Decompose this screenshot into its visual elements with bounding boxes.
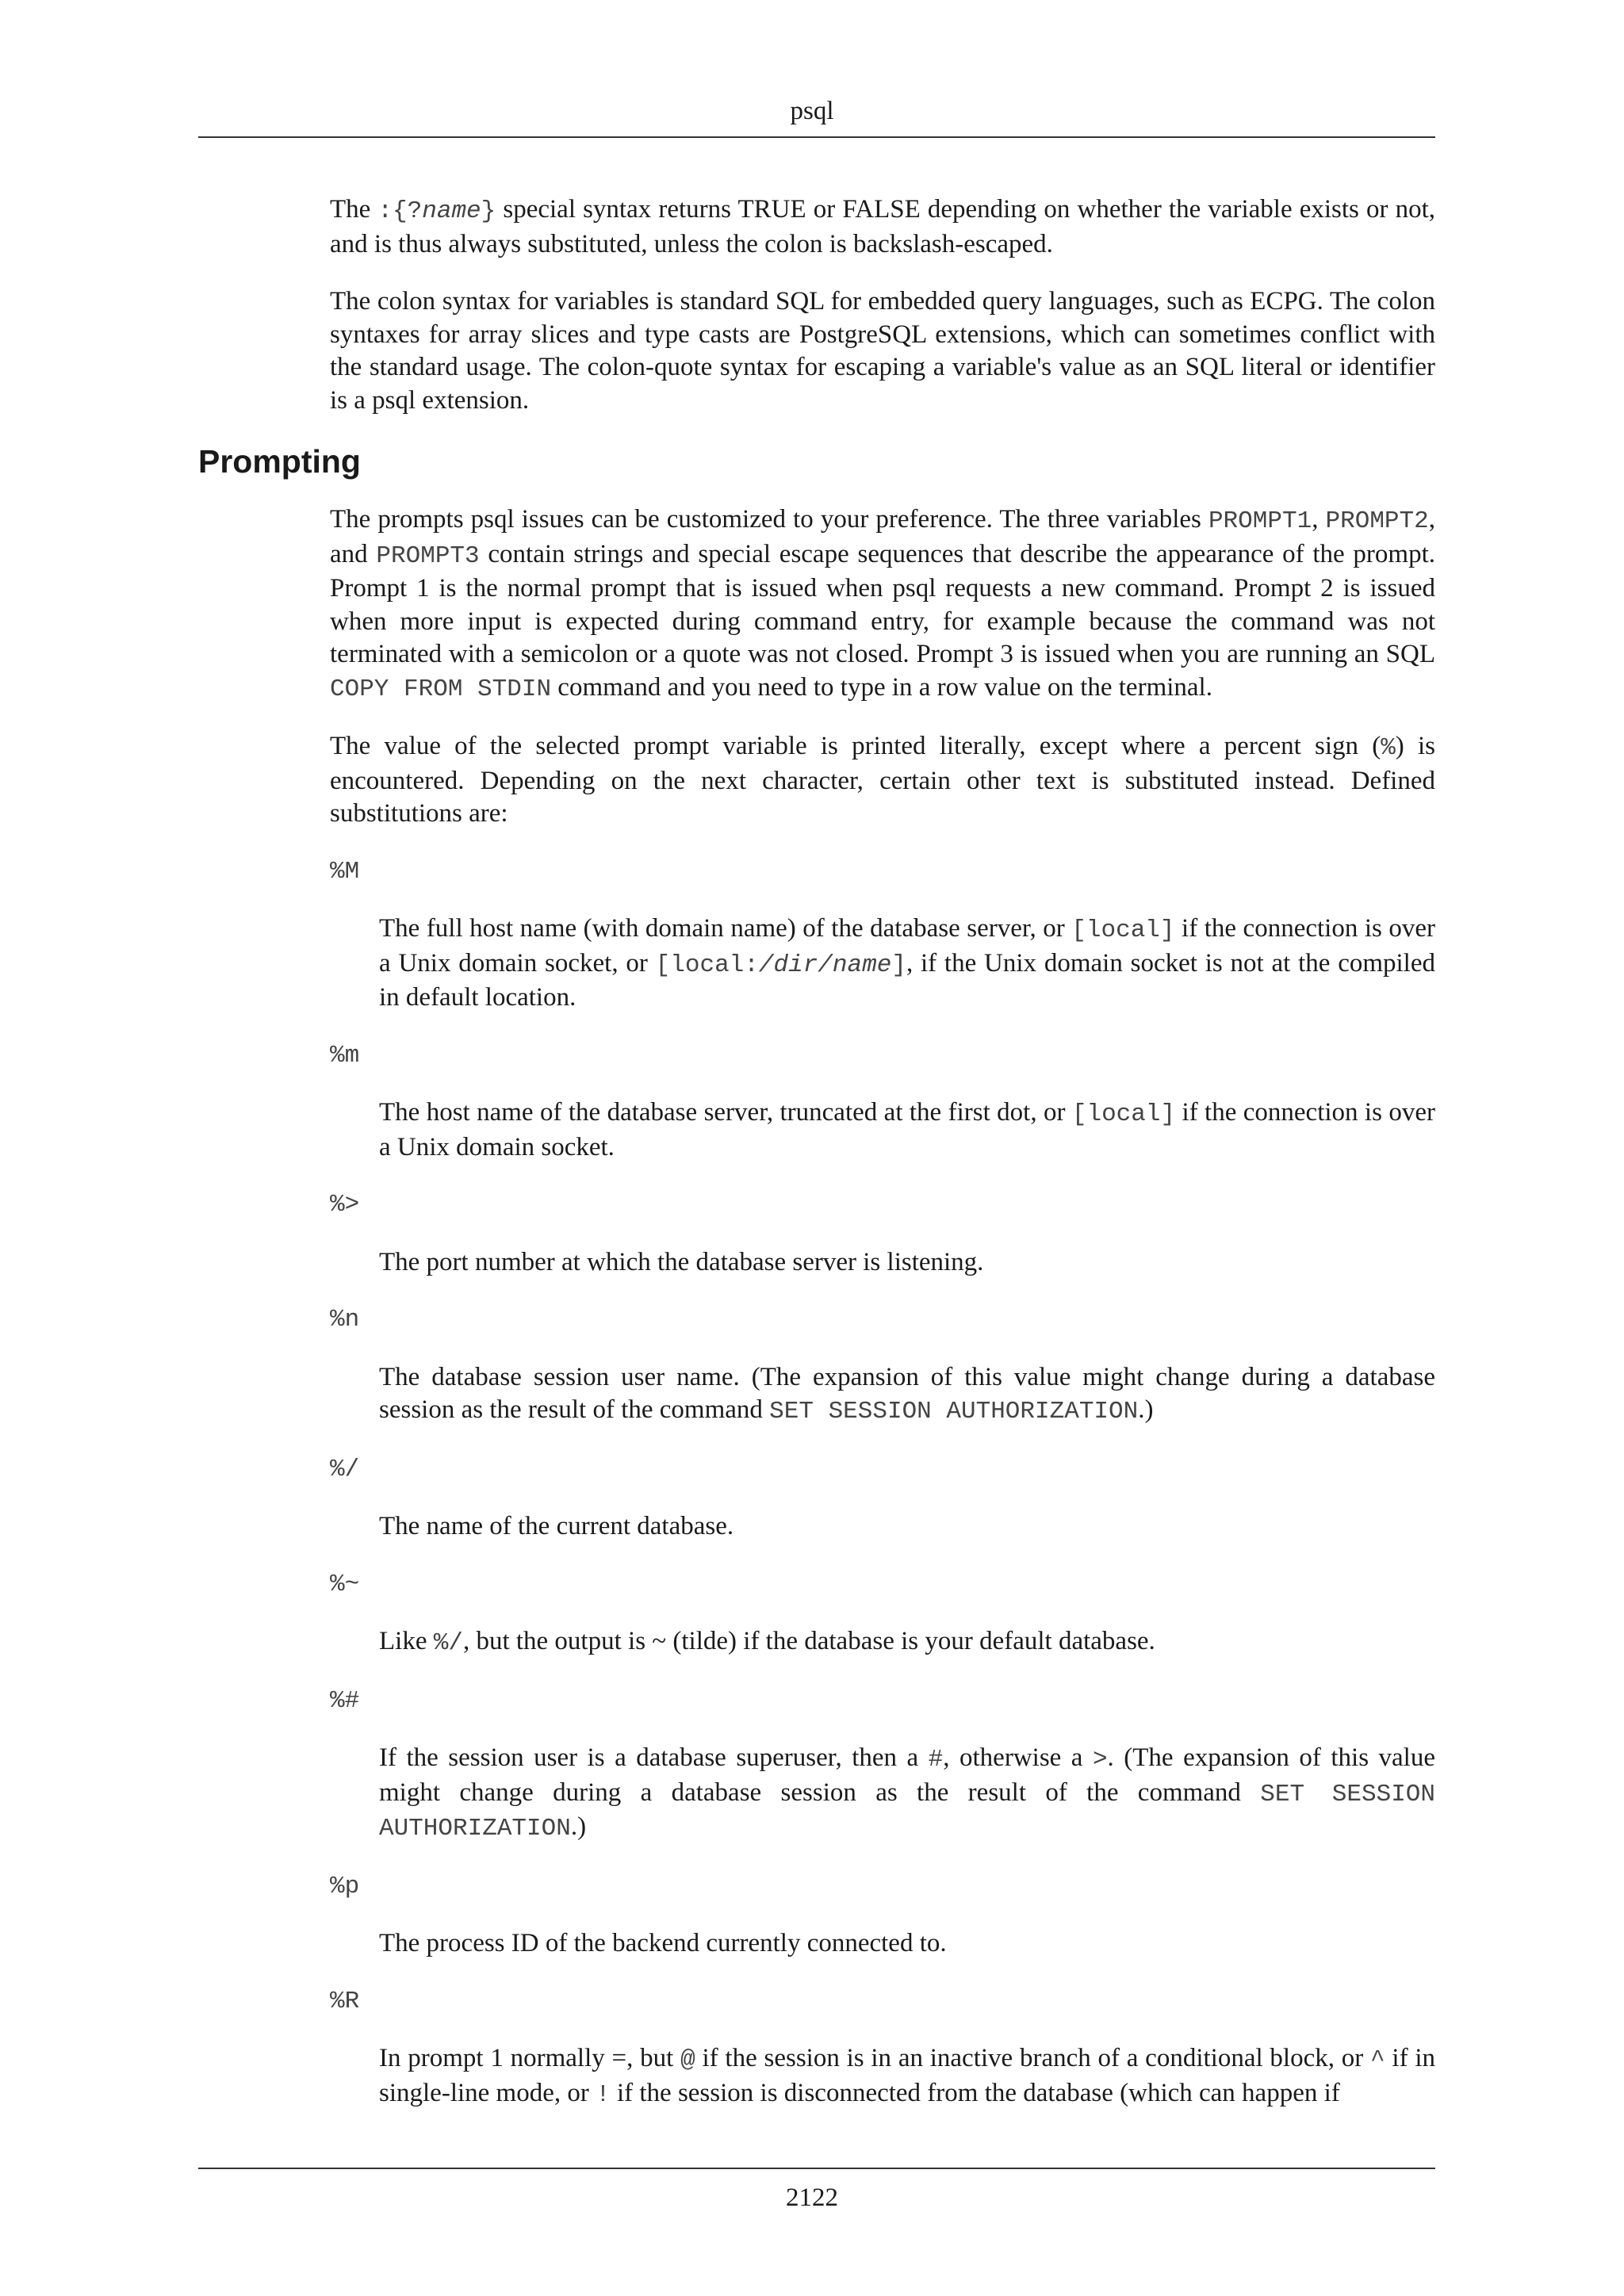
text: if the connection is over a Unix domain socket, or	[379, 914, 1435, 978]
intro-paragraph-1	[330, 193, 1435, 261]
definition-M	[379, 913, 1435, 1015]
term-tilde: %~	[330, 1570, 360, 1598]
inline-code: ^	[1370, 2046, 1385, 2074]
definition-m	[379, 1096, 1435, 1164]
text: Like	[379, 1627, 434, 1655]
text: special syntax returns TRUE or FALSE depending on whether the variable exists or not, and is thus always substituted, unless the colon is backslash-escaped.	[330, 195, 1435, 258]
section-title-prompting: Prompting	[198, 443, 361, 480]
inline-code: !	[596, 2080, 611, 2109]
text: The host name of the database server, truncated at the first dot, or	[379, 1098, 1072, 1127]
code-text: :{?	[377, 197, 423, 225]
running-header: psql	[790, 97, 834, 125]
page-content	[198, 193, 1435, 2136]
text: ) is encountered. Depending on the next character, certain other text is substituted instead. Defined substitutions are:	[330, 732, 1436, 828]
text: if the session is disconnected from the database (which can happen if	[610, 2078, 1340, 2107]
text: , and	[330, 505, 1435, 568]
text: .)	[1138, 1395, 1154, 1424]
definition-hash	[379, 1742, 1435, 1846]
inline-code: >	[1092, 1746, 1108, 1774]
text: The value of the selected prompt variable is printed literally, except where a percent sign (	[330, 732, 1381, 760]
inline-code: COPY FROM STDIN	[330, 675, 552, 703]
code-text: ]	[891, 951, 906, 979]
term-slash: %/	[330, 1455, 360, 1483]
text: , but the output is ~ (tilde) if the database is your default database.	[462, 1627, 1155, 1655]
definition-slash: The name of the current database.	[379, 1512, 734, 1540]
text: .)	[570, 1812, 587, 1841]
definition-tilde	[379, 1625, 1435, 1660]
definition-port: The port number at which the database server is listening.	[379, 1247, 984, 1276]
text: , if the Unix domain socket is not at the compiled in default location.	[379, 948, 1435, 1012]
term-port: %>	[330, 1191, 360, 1219]
inline-code: PROMPT2	[1325, 507, 1429, 535]
text: In prompt 1 normally =, but	[379, 2044, 681, 2072]
inline-code	[377, 197, 496, 225]
inline-code: SET SESSION AUTHORIZATION	[769, 1398, 1139, 1425]
term-n: %n	[330, 1306, 360, 1334]
inline-code: PROMPT1	[1208, 507, 1312, 535]
text: command and you need to type in a row value on the terminal.	[551, 672, 1212, 702]
code-text: [local:	[655, 951, 759, 979]
text: . (The expansion of this value might change during a database session as the result of the command	[379, 1743, 1435, 1807]
code-text: }	[481, 197, 496, 225]
inline-code	[656, 951, 906, 979]
text: if in single-line mode, or	[379, 2044, 1436, 2107]
text: The full host name (with domain name) of the database server, or	[379, 914, 1072, 943]
header-rule	[198, 136, 1435, 138]
code-italic-text: name	[422, 197, 481, 225]
inline-code: %	[1381, 734, 1396, 762]
definition-n	[379, 1361, 1435, 1429]
intro-paragraph-2: The colon syntax for variables is standard SQL for embedded query languages, such as ECPG. The colon syntaxes for array slices and type casts are PostgreSQL extensions, which can sometimes conflict with the standard usage. The colon-quote syntax for escaping a variable's value as an SQL literal or identifier is a psql extension.	[330, 287, 1435, 415]
term-hash: %#	[330, 1686, 360, 1715]
inline-code: SET SESSION AUTHORIZATION	[379, 1780, 1435, 1843]
inline-code: @	[680, 2046, 695, 2074]
term-R: %R	[330, 1987, 360, 2015]
prompting-paragraph-2	[330, 730, 1435, 831]
page-number: 2122	[786, 2183, 838, 2212]
text: if the session is in an inactive branch of a conditional block, or	[695, 2044, 1371, 2072]
term-m: %m	[330, 1041, 360, 1070]
term-p: %p	[330, 1872, 360, 1900]
code-italic-text: /dir/name	[758, 951, 892, 979]
prompting-paragraph-1	[330, 503, 1435, 706]
text: if the connection is over a Unix domain socket.	[379, 1098, 1435, 1161]
text: If the session user is a database superuser, then a	[379, 1743, 929, 1772]
inline-code: %/	[433, 1629, 463, 1657]
inline-code: [local]	[1071, 916, 1175, 944]
text: , otherwise a	[943, 1743, 1093, 1772]
term-M: %M	[330, 857, 360, 886]
text: The prompts psql issues can be customized to your preference. The three variables	[330, 505, 1208, 534]
text: contain strings and special escape sequences that describe the appearance of the prompt. Prompt 1 is the normal prompt that is issued when psql requests a new command. Prompt 2 is issued when more input is expected during command entry, for example because the command was not terminated with a semicolon or a quote was not closed. Prompt 3 is issued when you are running an SQL	[330, 539, 1435, 668]
text: ,	[1312, 505, 1326, 534]
inline-code: #	[928, 1746, 944, 1774]
text: The database session user name. (The expansion of this value might change during a database session as the result of the command	[379, 1362, 1435, 1424]
inline-code: PROMPT3	[376, 541, 480, 570]
definition-p: The process ID of the backend currently connected to.	[379, 1929, 947, 1957]
definition-R	[379, 2042, 1435, 2111]
inline-code: [local]	[1071, 1100, 1176, 1128]
text: The	[330, 195, 378, 224]
footer-rule	[198, 2168, 1435, 2169]
